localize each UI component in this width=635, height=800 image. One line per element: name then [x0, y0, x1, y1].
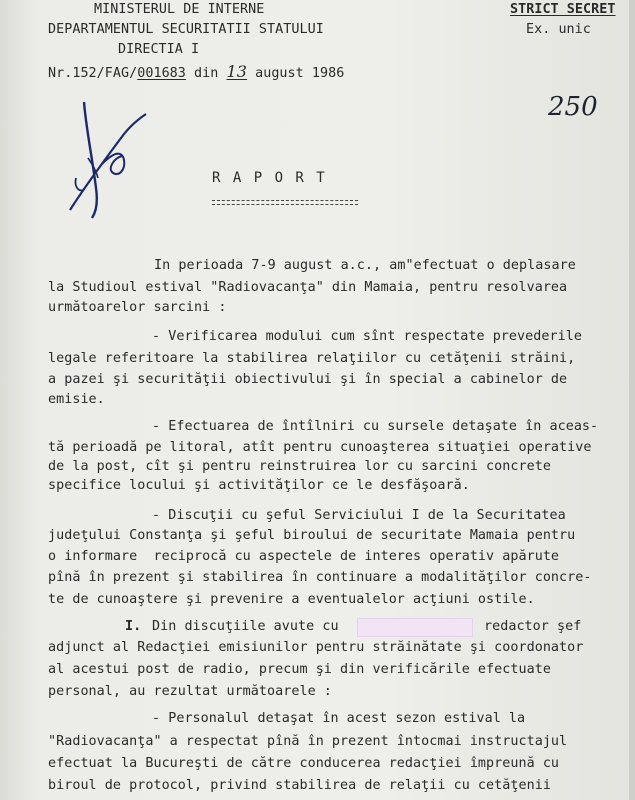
- title-underline-1: [212, 200, 358, 201]
- header-number-line: [48, 64, 344, 82]
- report-title: R A P O R T: [212, 170, 327, 186]
- para5-line: - Personalul detaşat în acest sezon estival la: [152, 711, 526, 726]
- copies-label: Ex. unic: [526, 22, 591, 37]
- section1-number: I.: [125, 619, 142, 634]
- page-edge: [629, 0, 635, 800]
- task1-line: legale referitoare la stabilirea relaţiilor cu cetăţenii străini,: [48, 351, 576, 366]
- header-ministry: MINISTERUL DE INTERNE: [94, 2, 265, 17]
- task3-line: te de cunoaştere şi prevenire a eventualelor acţiuni ostile.: [48, 592, 535, 607]
- task3-line: judeţului Constanţa şi şeful biroului de securitate Mamaia pentru: [48, 528, 576, 543]
- task2-line: de la post, cît şi pentru reinstruirea lor cu sarcini concrete: [48, 459, 551, 474]
- para5-line: biroul de protocol, privind stabilirea de relaţii cu cetăţenii: [48, 778, 551, 793]
- date-rest: august 1986: [255, 66, 345, 81]
- section1-line: personal, au rezultat următoarele :: [48, 684, 332, 699]
- header-directorate: DIRECTIA I: [118, 42, 200, 57]
- section1-text-b: redactor şef: [484, 619, 582, 634]
- number-prefix: Nr.152/FAG/: [48, 66, 138, 81]
- classification-stamp: STRICT SECRET: [510, 2, 616, 17]
- task3-line: pînă în prezent şi stabilirea în continuare a modalităţilor concre-: [48, 570, 592, 585]
- signature-scribble: [62, 98, 152, 224]
- para5-line: "Radiovacanţa" a respectat pînă în prezent întocmai instructajul: [48, 734, 568, 749]
- task1-line: - Verificarea modului cum sînt respectate prevederile: [152, 329, 582, 344]
- date-day: 13: [226, 62, 247, 81]
- para5-line: efectuat la Bucureşti de către conducerea redacţiei împreună cu: [48, 756, 560, 771]
- task3-line: o informare reciprocă cu aspectele de interes operativ apărute: [48, 549, 560, 564]
- intro-line: la Studioul estival "Radiovacanţa" din Mamaia, pentru resolvarea: [48, 280, 568, 295]
- section1-text-a: Din discuţiile avute cu: [152, 619, 339, 634]
- date-din: din: [194, 66, 219, 81]
- number-value: 001683: [137, 66, 186, 81]
- task1-line: a pazei şi securităţii obiectivului şi în special a cabinelor de: [48, 372, 568, 387]
- intro-line: In perioada 7-9 august a.c., am"efectuat o deplasare: [154, 258, 576, 273]
- intro-line: următoarelor sarcini :: [48, 300, 227, 315]
- redaction-block: [357, 618, 473, 637]
- task1-line: emisie.: [48, 392, 105, 407]
- task2-line: - Efectuarea de întîlniri cu sursele detaşate în aceas-: [152, 419, 599, 434]
- task2-line: tă perioadă pe litoral, atît pentru cunoaşterea situaţiei operative: [48, 440, 592, 455]
- section1-line: al acestui post de radio, precum şi din verificările efectuate: [48, 662, 551, 677]
- section1-line: adjunct al Redacţiei emisiunilor pentru străinătate şi coordonator: [48, 640, 584, 655]
- handwritten-number: 250: [548, 92, 598, 122]
- header-department: DEPARTAMENTUL SECURITATII STATULUI: [48, 22, 324, 37]
- task3-line: - Discuţii cu şeful Serviciului I de la Securitatea: [152, 508, 566, 523]
- title-underline-2: [212, 204, 358, 205]
- task2-line: specifice locului şi activităţilor ce le desfăşoară.: [48, 478, 470, 493]
